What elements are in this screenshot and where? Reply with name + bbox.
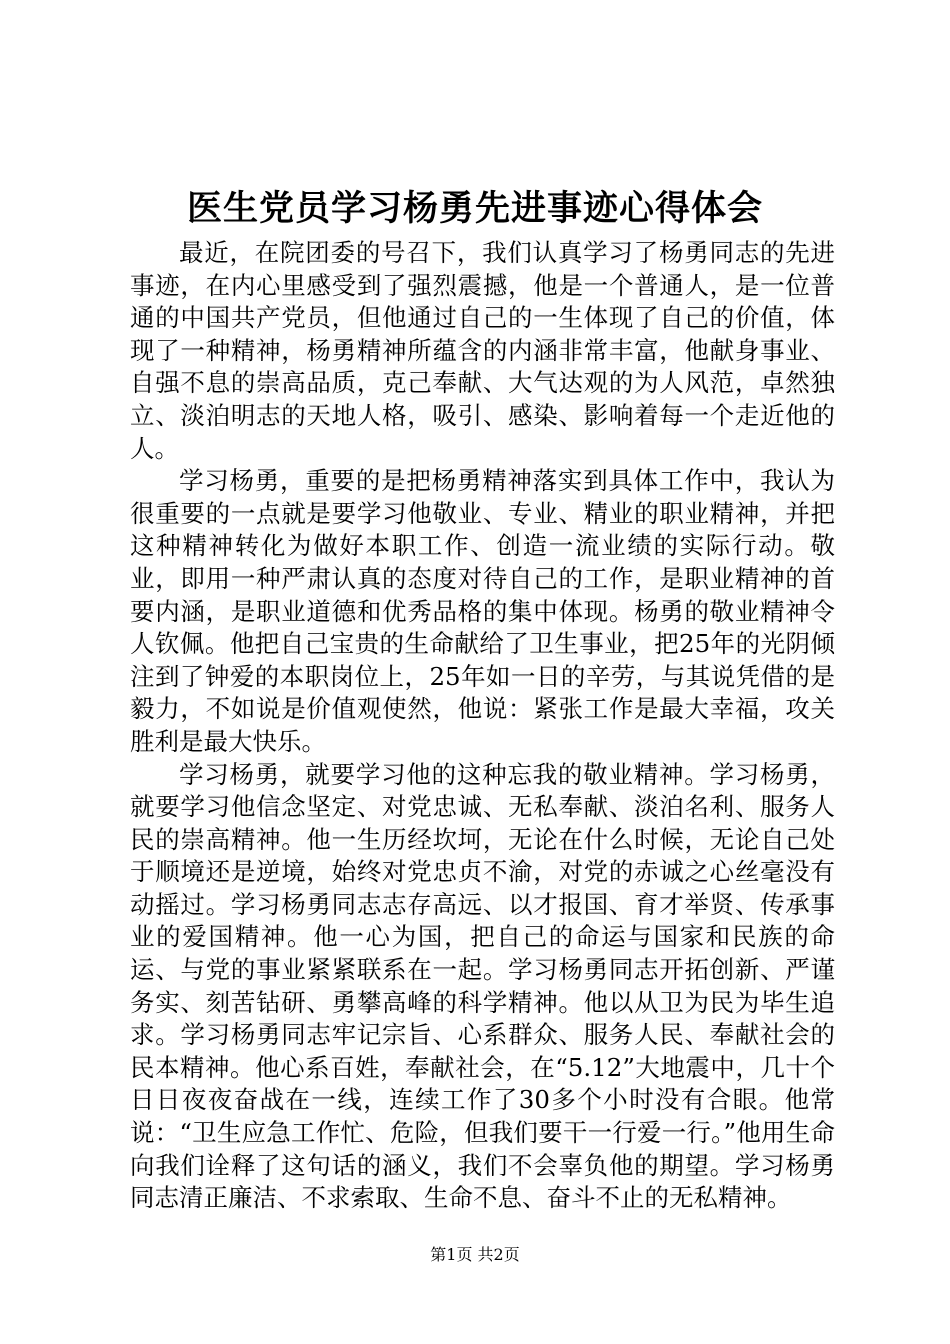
page-number-footer: 第1页 共2页 [430, 1245, 520, 1264]
paragraph-1: 最近，在院团委的号召下，我们认真学习了杨勇同志的先进事迹，在内心里感受到了强烈震撼，他是一个普通人，是一位普通的中国共产党员，但他通过自己的一生体现了自己的价值，体现了一种精神，杨勇精神所蕴含的内涵非常丰富，他献身事业、自强不息的崇高品质，克己奉献、大气达观的为人风范，卓然独立、淡泊明志的天地人格，吸引、感染、影响着每一个走近他的人。 [130, 238, 835, 463]
document-body [130, 237, 835, 1215]
paragraph-3: 学习杨勇，就要学习他的这种忘我的敬业精神。学习杨勇，就要学习他信念坚定、对党忠诚、无私奉献、淡泊名利、服务人民的崇高精神。他一生历经坎坷，无论在什么时候，无论自己处于顺境还是逆境，始终对党忠贞不渝，对党的赤诚之心丝毫没有动摇过。学习杨勇同志志存高远、以才报国、育才举贤、传承事业的爱国精神。他一心为国，把自己的命运与国家和民族的命运、与党的事业紧紧联系在一起。学习杨勇同志开拓创新、严谨务实、刻苦钻研、勇攀高峰的科学精神。他以从卫为民为毕生追求。学习杨勇同志牢记宗旨、心系群众、服务人民、奉献社会的民本精神。他心系百姓，奉献社会，在“5.12”大地震中，几十个日日夜夜奋战在一线，连续工作了30多个小时没有合眼。他常说：“卫生应急工作忙、危险，但我们要干一行爱一行。”他用生命向我们诠释了这句话的涵义，我们不会辜负他的期望。学习杨勇同志清正廉洁、不求索取、生命不息、奋斗不止的无私精神。 [130, 759, 835, 1213]
document-title: 医生党员学习杨勇先进事迹心得体会 [186, 189, 763, 229]
paragraph-2: 学习杨勇，重要的是把杨勇精神落实到具体工作中，我认为很重要的一点就是要学习他敬业、专业、精业的职业精神，并把这种精神转化为做好本职工作、创造一流业绩的实际行动。敬业，即用一种严肃认真的态度对待自己的工作，是职业精神的首要内涵，是职业道德和优秀品格的集中体现。杨勇的敬业精神令人钦佩。他把自己宝贵的生命献给了卫生事业，把25年的光阴倾注到了钟爱的本职岗位上，25年如一日的辛劳，与其说凭借的是毅力，不如说是价值观使然，他说：紧张工作是最大幸福，攻关胜利是最大快乐。 [130, 466, 835, 756]
